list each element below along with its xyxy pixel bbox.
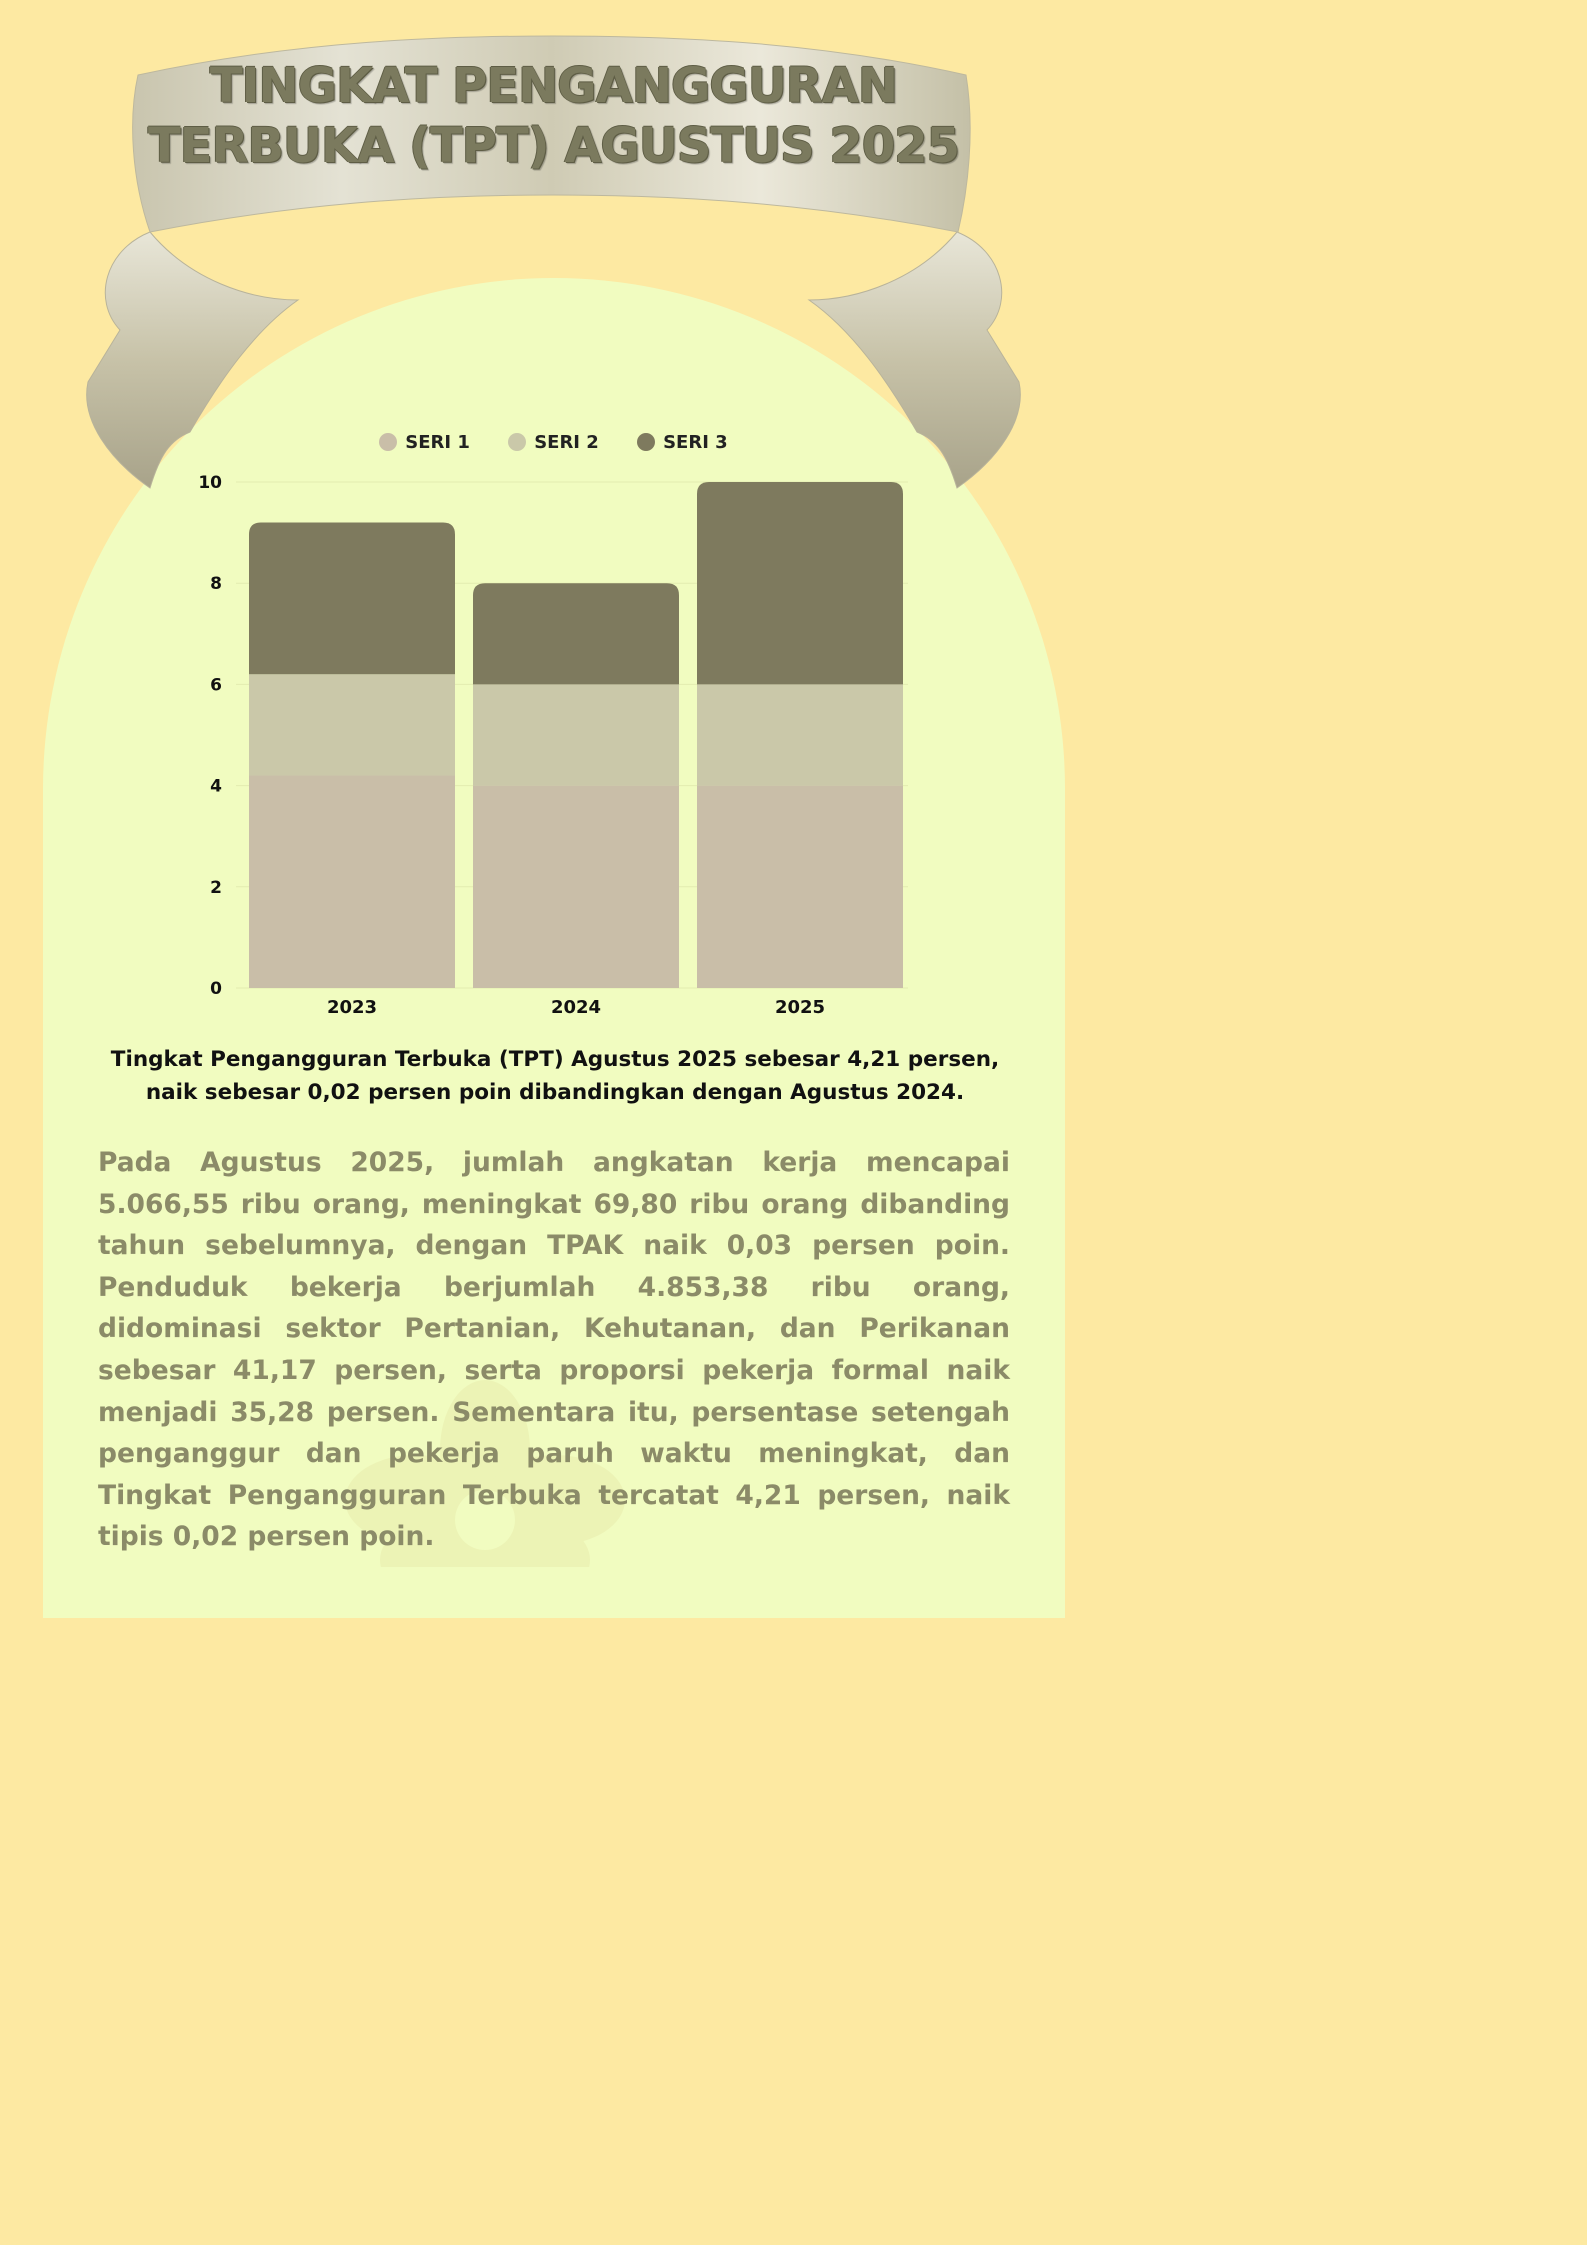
bar-segment-seri-1-2025 bbox=[697, 786, 903, 988]
x-tick-label: 2023 bbox=[326, 997, 378, 1018]
legend-swatch-seri-3 bbox=[637, 433, 655, 451]
x-tick-label: 2025 bbox=[774, 997, 826, 1018]
body-paragraph: Pada Agustus 2025, jumlah angkatan kerja mencapai 5.066,55 ribu orang, meningkat 69,80 ribu orang dibanding tahun sebelumnya, dengan TPAK naik 0,03 persen poin. Penduduk bekerja berjumlah 4.853,38 ribu orang, didominasi sektor Pertanian, Kehutanan, dan Perikanan sebesar 41,17 persen, serta proporsi pekerja formal naik menjadi 35,28 persen. Sementara itu, persentase setengah penganggur dan pekerja paruh waktu meningkat, dan Tingkat Pengangguran Terbuka tercatat 4,21 persen, naik tipis 0,02 persen poin. bbox=[98, 1147, 1010, 1553]
legend-label-seri-1: SERI 1 bbox=[405, 432, 470, 453]
x-tick-label: 2024 bbox=[550, 997, 602, 1018]
legend-label-seri-2: SERI 2 bbox=[534, 432, 599, 453]
bar-segment-seri-3-2024 bbox=[473, 583, 679, 684]
y-tick-label: 6 bbox=[210, 675, 222, 696]
bar-segment-seri-3-2023 bbox=[249, 522, 455, 674]
title-line-1: TINGKAT PENGANGGURAN bbox=[209, 58, 898, 114]
headline-line-2: naik sebesar 0,02 persen poin dibandingkan dengan Agustus 2024. bbox=[145, 1080, 965, 1105]
legend-label-seri-3: SERI 3 bbox=[663, 432, 728, 453]
y-tick-label: 10 bbox=[198, 473, 222, 493]
y-tick-label: 0 bbox=[210, 979, 222, 999]
bar-segment-seri-1-2023 bbox=[249, 775, 455, 988]
legend-item-seri-2 bbox=[508, 432, 599, 453]
title-line-2: TERBUKA (TPT) AGUSTUS 2025 bbox=[147, 118, 960, 174]
bar-segment-seri-2-2025 bbox=[697, 684, 903, 785]
legend-item-seri-1 bbox=[379, 432, 470, 453]
bar-segment-seri-2-2023 bbox=[249, 674, 455, 775]
chart-legend bbox=[0, 432, 1107, 453]
headline bbox=[90, 1043, 1020, 1109]
legend-item-seri-3 bbox=[637, 432, 728, 453]
stacked-bar-chart bbox=[0, 470, 1107, 1030]
y-tick-label: 2 bbox=[210, 877, 222, 898]
y-tick-label: 8 bbox=[210, 574, 222, 595]
y-tick-label: 4 bbox=[210, 776, 222, 797]
bar-segment-seri-3-2025 bbox=[697, 482, 903, 684]
bar-segment-seri-2-2024 bbox=[473, 684, 679, 785]
legend-swatch-seri-1 bbox=[379, 433, 397, 451]
headline-line-1: Tingkat Pengangguran Terbuka (TPT) Agustus 2025 sebesar 4,21 persen, bbox=[110, 1047, 1000, 1072]
bar-segment-seri-1-2024 bbox=[473, 786, 679, 988]
legend-swatch-seri-2 bbox=[508, 433, 526, 451]
